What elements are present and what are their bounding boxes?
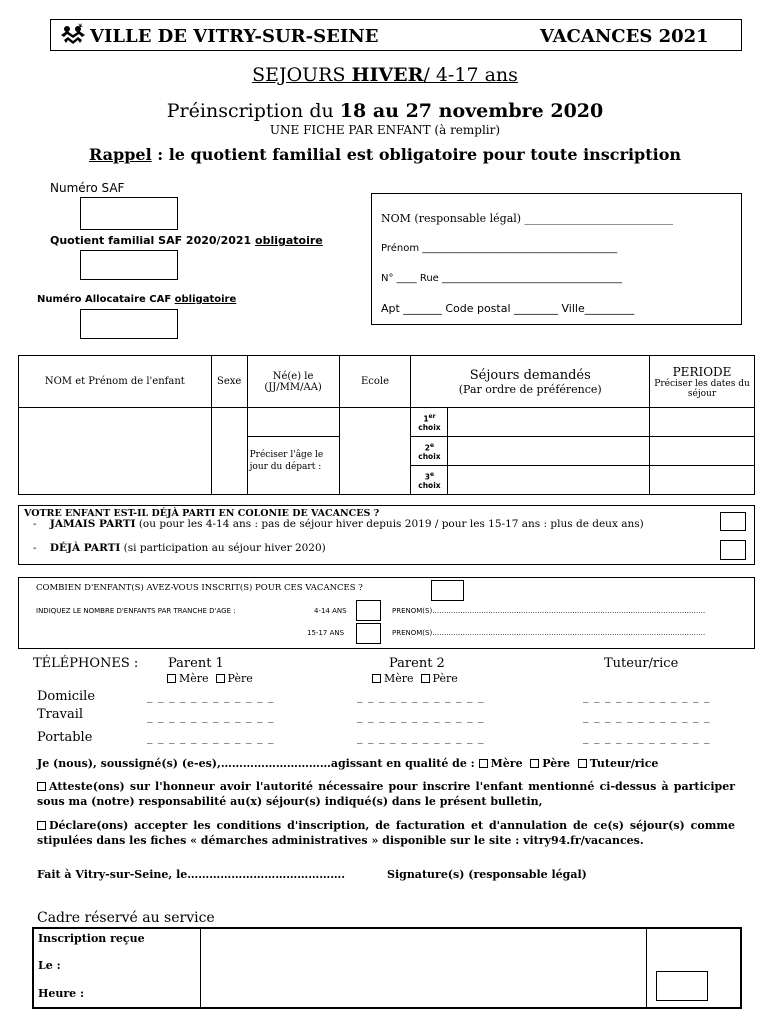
colonie-never-line: - JAMAIS PARTI (ou pour les 4-14 ans : pas de séjour hiver depuis 2019 / pour les 15-17 ans : plus de deux ans) bbox=[33, 518, 644, 530]
rappel-text: : le quotient familial est obligatoire pour toute inscription bbox=[151, 145, 681, 164]
service-notes-cell[interactable] bbox=[201, 928, 647, 1008]
saf-label: Numéro SAF bbox=[50, 181, 125, 195]
colonie-already-line: - DÉJÀ PARTI (si participation au séjour hiver 2020) bbox=[33, 542, 326, 554]
guardian-prenom-field[interactable]: Prénom _______________________________________ bbox=[381, 243, 618, 254]
season-title: VACANCES 2021 bbox=[540, 26, 709, 47]
phone-tutor-portable[interactable]: _ _ _ _ _ _ _ _ _ _ _ _ bbox=[583, 731, 711, 744]
child-name-cell[interactable] bbox=[19, 408, 212, 495]
service-title: Cadre réservé au service bbox=[37, 910, 215, 926]
signature-label: Signature(s) (responsable légal) bbox=[387, 868, 587, 881]
col-header-periode bbox=[650, 356, 755, 408]
choice-label-1: 1er choix bbox=[411, 408, 448, 437]
choice-input-1[interactable] bbox=[448, 408, 650, 437]
child-birth-cell[interactable] bbox=[247, 408, 339, 437]
periode-title: PERIODE bbox=[672, 364, 732, 379]
phone-p2-travail[interactable]: _ _ _ _ _ _ _ _ _ _ _ _ bbox=[357, 710, 485, 723]
guardian-rue-field[interactable]: N° ____ Rue ____________________________________ bbox=[381, 273, 623, 284]
age1-input[interactable] bbox=[356, 600, 381, 621]
phone-row-portable: Portable bbox=[37, 730, 93, 745]
phone-p1-domicile[interactable]: _ _ _ _ _ _ _ _ _ _ _ _ bbox=[147, 690, 275, 703]
service-le: Le : bbox=[38, 959, 61, 972]
already-text: (si participation au séjour hiver 2020) bbox=[120, 542, 326, 554]
qf-required: obligatoire bbox=[255, 234, 323, 247]
already-label: DÉJÀ PARTI bbox=[49, 542, 121, 554]
title-prefix: SEJOURS bbox=[252, 64, 352, 86]
service-stamp-box[interactable] bbox=[656, 971, 708, 1001]
parent2-mere-checkbox[interactable] bbox=[372, 674, 381, 683]
phone-row-travail: Travail bbox=[37, 707, 84, 722]
preinscription-dates: 18 au 27 novembre 2020 bbox=[339, 100, 604, 122]
parent1-role: Mère Père bbox=[167, 672, 253, 685]
col-header-ecole: Ecole bbox=[339, 356, 411, 408]
count-by-age: INDIQUEZ LE NOMBRE D'ENFANTS PAR TRANCHE D'AGE : bbox=[36, 607, 236, 615]
periode-input-1[interactable] bbox=[650, 408, 755, 437]
child-sexe-cell[interactable] bbox=[211, 408, 247, 495]
service-labels-cell bbox=[33, 928, 201, 1008]
parent2-header: Parent 2 bbox=[389, 656, 445, 671]
quality-line: Je (nous), soussigné(s) (e-es),…………………………agissant en qualité de : Mère Père Tuteur/rice bbox=[37, 757, 659, 770]
tutor-header: Tuteur/rice bbox=[604, 656, 679, 671]
declare-checkbox[interactable] bbox=[37, 821, 46, 830]
age-note-cell[interactable] bbox=[247, 437, 339, 495]
parent2-role: Mère Père bbox=[372, 672, 458, 685]
guardian-nom-field[interactable]: NOM (responsable légal) ___________________________ bbox=[381, 212, 674, 225]
sejours-sub: (Par ordre de préférence) bbox=[458, 382, 602, 396]
col-header-sejours bbox=[411, 356, 650, 408]
age1-label: 4-14 ANS bbox=[314, 607, 347, 615]
count-question: COMBIEN D'ENFANT(S) AVEZ-VOUS INSCRIT(S) POUR CES VACANCES ? bbox=[36, 583, 363, 593]
one-sheet-note: UNE FICHE PAR ENFANT (à remplir) bbox=[269, 123, 501, 137]
phone-p1-portable[interactable]: _ _ _ _ _ _ _ _ _ _ _ _ bbox=[147, 731, 275, 744]
preinscription-prefix: Préinscription du bbox=[166, 100, 340, 122]
already-checkbox[interactable] bbox=[720, 540, 746, 560]
choice-input-3[interactable] bbox=[448, 466, 650, 495]
choice-input-2[interactable] bbox=[448, 437, 650, 466]
phone-tutor-domicile[interactable]: _ _ _ _ _ _ _ _ _ _ _ _ bbox=[583, 690, 711, 703]
age2-input[interactable] bbox=[356, 623, 381, 644]
sejours-title: Séjours demandés bbox=[469, 367, 591, 383]
fait-line[interactable]: Fait à Vitry-sur-Seine, le……………………………………. bbox=[37, 868, 346, 881]
qf-input[interactable] bbox=[80, 250, 178, 280]
declare-text: Déclare(ons) accepter les conditions d'inscription, de facturation et d'annulation de ce(s) séjour(s) comme stipulées dans les fiches « démarches administratives » disponible sur le site : vitry94.fr/vacances. bbox=[37, 819, 735, 847]
choice-label-2: 2e choix bbox=[411, 437, 448, 466]
parent1-mere-checkbox[interactable] bbox=[167, 674, 176, 683]
service-table bbox=[32, 927, 742, 1009]
periode-input-2[interactable] bbox=[650, 437, 755, 466]
guardian-apt-field[interactable]: Apt _______ Code postal ________ Ville_________ bbox=[381, 302, 635, 315]
quality-tuteur-checkbox[interactable] bbox=[578, 759, 587, 768]
quality-mere-checkbox[interactable] bbox=[479, 759, 488, 768]
city-name: VILLE DE VITRY-SUR-SEINE bbox=[90, 26, 379, 47]
title-bold: HIVER bbox=[351, 64, 424, 86]
col-header-sexe: Sexe bbox=[211, 356, 247, 408]
preinscription-line bbox=[0, 100, 770, 122]
qf-label bbox=[50, 234, 323, 247]
caf-label bbox=[37, 294, 236, 305]
saf-input[interactable] bbox=[80, 197, 178, 230]
choice-label-3: 3e choix bbox=[411, 466, 448, 495]
phone-p1-travail[interactable]: _ _ _ _ _ _ _ _ _ _ _ _ bbox=[147, 710, 275, 723]
caf-label-text: Numéro Allocataire CAF bbox=[37, 294, 175, 305]
parent1-header: Parent 1 bbox=[168, 656, 224, 671]
service-stamp-cell bbox=[646, 928, 741, 1008]
service-inscription: Inscription reçue bbox=[38, 932, 145, 945]
child-school-cell[interactable] bbox=[339, 408, 411, 495]
caf-required: obligatoire bbox=[174, 294, 237, 305]
never-checkbox[interactable] bbox=[720, 512, 746, 531]
never-label: JAMAIS PARTI bbox=[49, 518, 136, 530]
rappel-label: Rappel bbox=[88, 145, 152, 164]
caf-input[interactable] bbox=[80, 309, 178, 339]
title-suffix: / 4-17 ans bbox=[423, 64, 518, 86]
phone-p2-domicile[interactable]: _ _ _ _ _ _ _ _ _ _ _ _ bbox=[357, 690, 485, 703]
count-input[interactable] bbox=[431, 580, 464, 601]
declare-paragraph bbox=[37, 818, 735, 848]
parent2-pere-checkbox[interactable] bbox=[421, 674, 430, 683]
age2-prenoms[interactable]: PRENOM(S)……………………………………………………………………………………………………… bbox=[392, 629, 706, 637]
col-header-nom: NOM et Prénom de l'enfant bbox=[19, 356, 212, 408]
phone-tutor-travail[interactable]: _ _ _ _ _ _ _ _ _ _ _ _ bbox=[583, 710, 711, 723]
quality-prefix: Je (nous), soussigné(s) (e-es),…………………………agissant en qualité de : bbox=[37, 757, 475, 770]
phone-row-domicile: Domicile bbox=[37, 689, 96, 704]
phones-title: TÉLÉPHONES : bbox=[33, 656, 139, 671]
city-logo-icon bbox=[58, 21, 88, 47]
col-header-ne: Né(e) le (JJ/MM/AA) bbox=[247, 356, 339, 408]
phone-p2-portable[interactable]: _ _ _ _ _ _ _ _ _ _ _ _ bbox=[357, 731, 485, 744]
never-text: (ou pour les 4-14 ans : pas de séjour hiver depuis 2019 / pour les 15-17 ans : plus de deux ans) bbox=[135, 518, 644, 530]
attest-checkbox[interactable] bbox=[37, 782, 46, 791]
quality-pere-checkbox[interactable] bbox=[530, 759, 539, 768]
attest-text: Atteste(ons) sur l'honneur avoir l'autorité nécessaire pour inscrire l'enfant mentionné ci-dessus à participer sous ma (notre) responsabilité au(x) séjour(s) indiqué(s) dans le présent bulletin, bbox=[37, 780, 735, 808]
periode-input-3[interactable] bbox=[650, 466, 755, 495]
age-note: Préciser l'âge le jour du départ : bbox=[249, 450, 324, 472]
qf-label-text: Quotient familial SAF 2020/2021 bbox=[50, 234, 256, 247]
page-title bbox=[0, 64, 770, 86]
rappel-line bbox=[0, 145, 770, 164]
parent1-pere-checkbox[interactable] bbox=[216, 674, 225, 683]
service-heure: Heure : bbox=[38, 987, 85, 1000]
children-table bbox=[18, 355, 755, 495]
attest-paragraph bbox=[37, 779, 735, 809]
age2-label: 15-17 ANS bbox=[307, 629, 345, 637]
periode-sub: Préciser les dates du séjour bbox=[654, 378, 750, 399]
age1-prenoms[interactable]: PRENOM(S)……………………………………………………………………………………………………… bbox=[392, 607, 706, 615]
colonie-question: VOTRE ENFANT EST-IL DÉJÀ PARTI EN COLONIE DE VACANCES ? bbox=[24, 508, 380, 519]
